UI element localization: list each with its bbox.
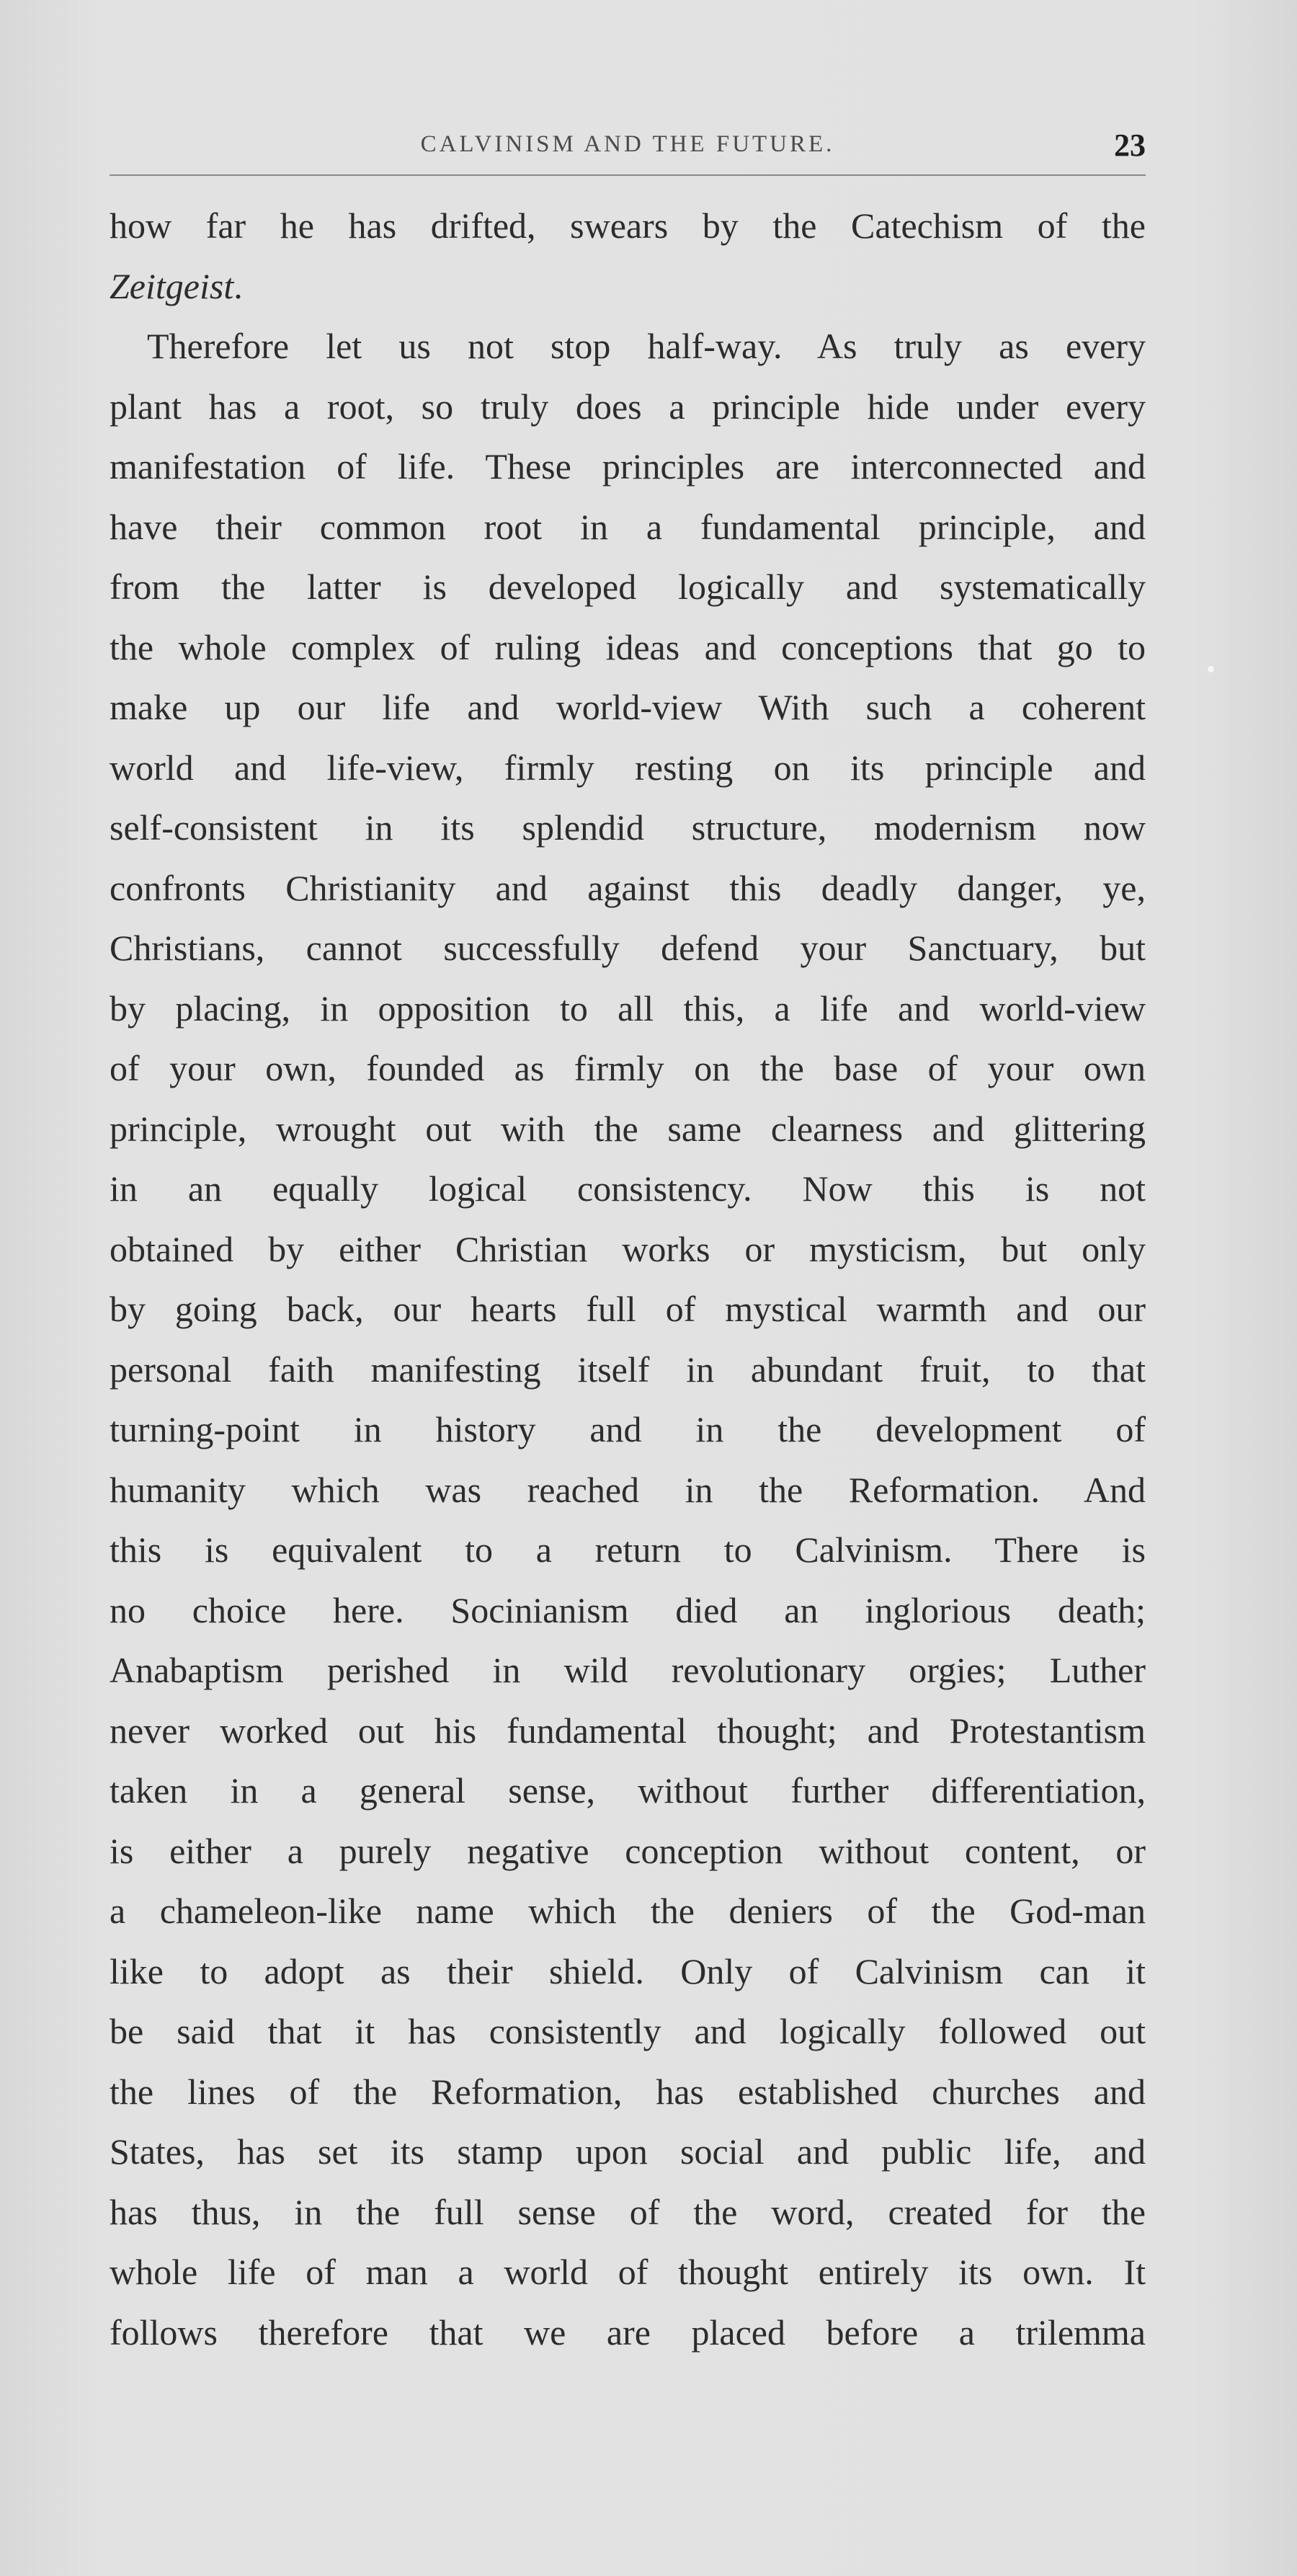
text-line: Anabaptism perished in wild revolutionary orgies; Luther: [110, 1650, 1146, 1690]
text-line: humanity which was reached in the Reformation. And: [110, 1469, 1146, 1510]
text-line: world and life-view, firmly resting on its principle and: [110, 747, 1146, 788]
text-line: self-consistent in its splendid structure, modernism now: [110, 807, 1146, 848]
text-line: plant has a root, so truly does a principle hide under every: [110, 386, 1146, 427]
text-line: manifestation of life. These principles are interconnected and: [110, 446, 1146, 487]
text-line: has thus, in the full sense of the word, created for the: [110, 2191, 1146, 2232]
text-line: personal faith manifesting itself in abundant fruit, to that: [110, 1349, 1146, 1390]
text-line: make up our life and world-view With such a coherent: [110, 687, 1146, 727]
text-line: taken in a general sense, without further differentiation,: [110, 1770, 1146, 1811]
paper-speck: [1208, 666, 1214, 672]
italic-word: Zeitgeist: [110, 265, 234, 306]
text-line: follows therefore that we are placed before a trilemma: [110, 2311, 1146, 2353]
text-line: in an equally logical consistency. Now this is not: [110, 1168, 1146, 1209]
text-line: how far he has drifted, swears by the Catechism of the: [110, 205, 1146, 246]
text-line: by placing, in opposition to all this, a life and world-view: [110, 987, 1146, 1029]
text-line: obtained by either Christian works or mysticism, but only: [110, 1228, 1146, 1269]
header-rule: [110, 174, 1146, 176]
text-line: this is equivalent to a return to Calvinism. There is: [110, 1529, 1146, 1570]
text-line: is either a purely negative conception without content, or: [110, 1830, 1146, 1871]
text-line: States, has set its stamp upon social and public life, and: [110, 2131, 1146, 2172]
text-fragment: .: [233, 265, 243, 306]
paragraph-start-line: Therefore let us not stop half-way. As truly as every: [147, 326, 1146, 366]
text-line: the lines of the Reformation, has established churches and: [110, 2071, 1146, 2112]
page-number: 23: [1114, 128, 1146, 163]
text-line: confronts Christianity and against this deadly danger, ye,: [110, 867, 1146, 908]
text-line: whole life of man a world of thought entirely its own. It: [110, 2252, 1146, 2292]
text-line: turning-point in history and in the development of: [110, 1409, 1146, 1449]
text-line: a chameleon-like name which the deniers of the God-man: [110, 1891, 1146, 1931]
text-line: [110, 257, 1146, 317]
running-title: CALVINISM AND THE FUTURE.: [420, 131, 835, 157]
text-line: like to adopt as their shield. Only of Calvinism can it: [110, 1950, 1146, 1991]
text-line: be said that it has consistently and logically followed out: [110, 2011, 1146, 2051]
text-line: from the latter is developed logically and systematically: [110, 567, 1146, 607]
text-line: by going back, our hearts full of mystical warmth and our: [110, 1289, 1146, 1329]
text-line: of your own, founded as firmly on the base of your own: [110, 1048, 1146, 1088]
running-head: [110, 127, 1146, 170]
text-line: Christians, cannot successfully defend your Sanctuary, but: [110, 928, 1146, 968]
text-line: principle, wrought out with the same clearness and glittering: [110, 1108, 1146, 1149]
text-line: have their common root in a fundamental principle, and: [110, 506, 1146, 547]
text-line: no choice here. Socinianism died an inglorious death;: [110, 1589, 1146, 1630]
body-text: [110, 196, 1146, 2363]
text-line: the whole complex of ruling ideas and conceptions that go to: [110, 626, 1146, 667]
text-line: never worked out his fundamental thought; and Protestantism: [110, 1710, 1146, 1751]
